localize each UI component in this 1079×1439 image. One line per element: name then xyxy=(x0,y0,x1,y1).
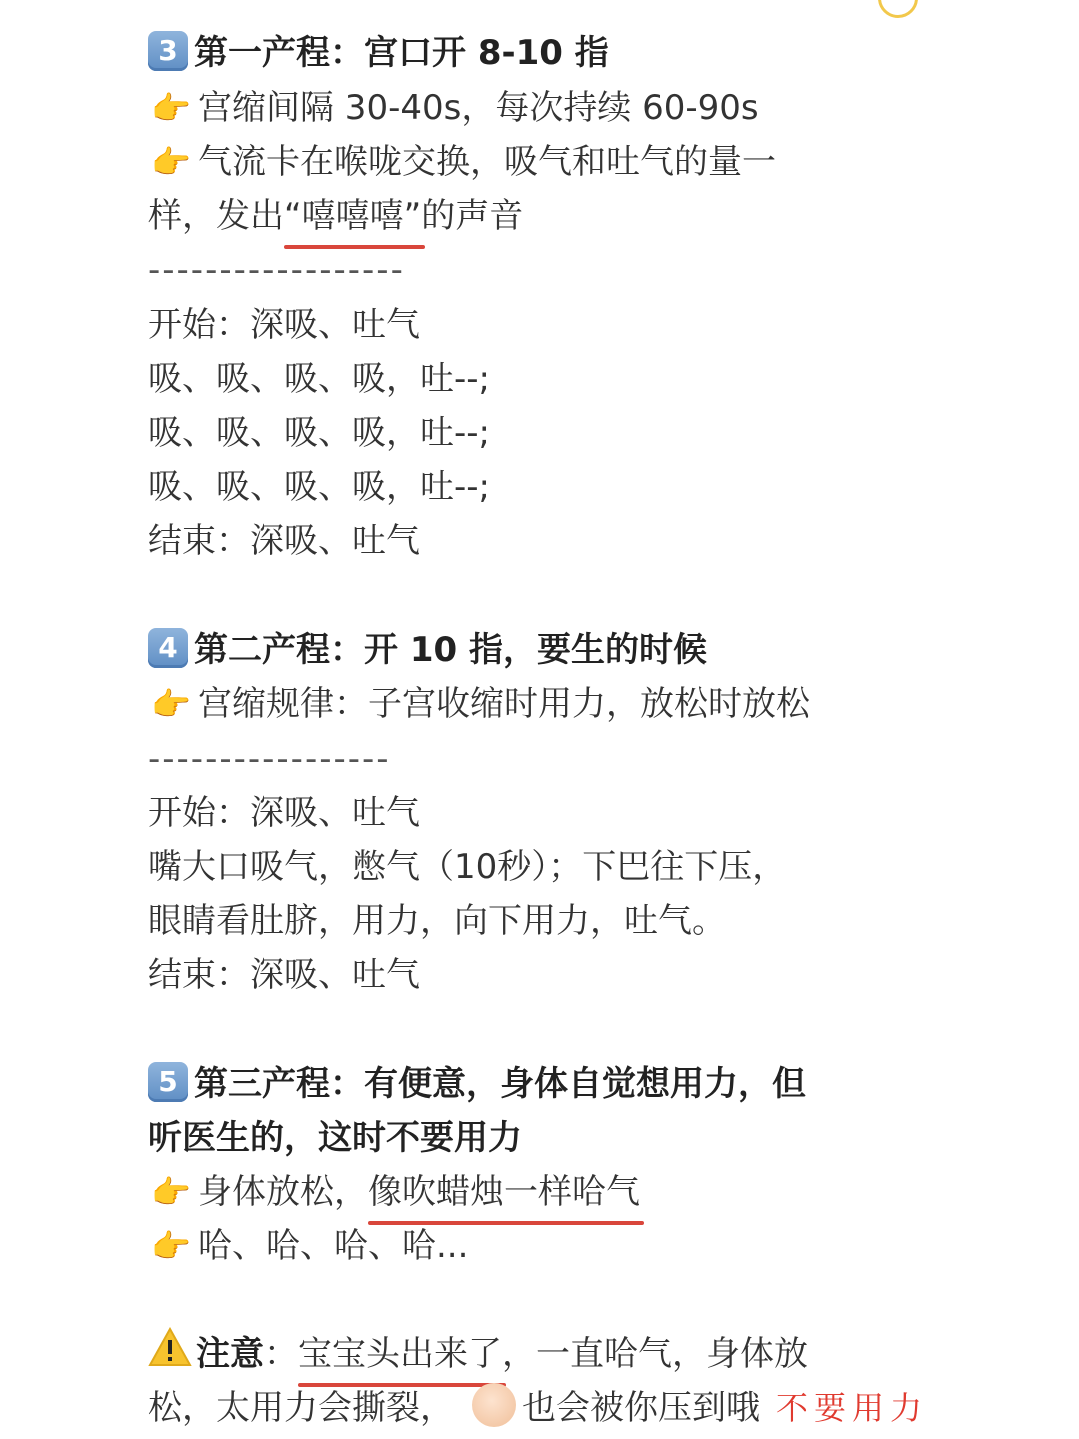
pointing-right-icon: 👉 xyxy=(151,143,191,181)
section-4-title: 4 第二产程：开 10 指，要生的时候 xyxy=(148,623,707,677)
decorative-circle-icon xyxy=(878,0,918,18)
pointing-right-icon: 👉 xyxy=(151,1227,191,1265)
section-5-bullet-1: 👉 身体放松，像吹蜡烛一样哈气 xyxy=(148,1165,640,1219)
note-label: 注意 xyxy=(196,1334,264,1374)
step-line: 眼睛看肚脐，用力，向下用力，吐气。 xyxy=(148,901,726,941)
step-line: 嘴大口吸气，憋气（10秒）；下巴往下压， xyxy=(148,847,787,887)
step-line: 开始：深吸、吐气 xyxy=(148,305,420,345)
section-3-bullet-1: 👉 宫缩间隔 30-40s，每次持续 60-90s xyxy=(148,81,759,135)
note-line-2: 松，太用力会撕裂， 也会被你压到哦 不要用力 xyxy=(148,1381,928,1435)
keycap-4-icon: 4 xyxy=(148,628,188,668)
step-line: 吸、吸、吸、吸，吐--; xyxy=(148,467,490,507)
section-5-title: 5 第三产程：有便意，身体自觉想用力，但 xyxy=(148,1057,806,1111)
pointing-right-icon: 👉 xyxy=(151,1173,191,1211)
note-line-1: 注意：宝宝头出来了，一直哈气，身体放 xyxy=(148,1327,808,1381)
section-5-title-cont: 听医生的，这时不要用力 xyxy=(148,1118,522,1158)
step-line: 吸、吸、吸、吸，吐--; xyxy=(148,413,490,453)
separator: ------------------ xyxy=(148,250,405,290)
step-line: 吸、吸、吸、吸，吐--; xyxy=(148,359,490,399)
baby-icon xyxy=(472,1383,516,1427)
step-line: 开始：深吸、吐气 xyxy=(148,793,420,833)
highlight-xixixi: “嘻嘻嘻” xyxy=(284,189,421,243)
keycap-3-icon: 3 xyxy=(148,31,188,71)
warning-icon xyxy=(148,1327,192,1367)
section-3-bullet-2: 👉 气流卡在喉咙交换，吸气和吐气的量一 xyxy=(148,135,776,189)
step-line: 结束：深吸、吐气 xyxy=(148,521,420,561)
highlight-head-out: 宝宝头出来了 xyxy=(298,1327,502,1381)
pointing-right-icon: 👉 xyxy=(151,89,191,127)
pointing-right-icon: 👉 xyxy=(151,685,191,723)
section-4-bullet-1: 👉 宫缩规律：子宫收缩时用力，放松时放松 xyxy=(148,677,810,731)
section-3-title: 3 第一产程：宫口开 8-10 指 xyxy=(148,26,609,80)
separator: ----------------- xyxy=(148,739,391,779)
section-3-bullet-2-cont: 样，发出“嘻嘻嘻”的声音 xyxy=(148,189,523,243)
step-line: 结束：深吸、吐气 xyxy=(148,955,420,995)
red-handwritten-note: 不要用力 xyxy=(776,1389,929,1427)
keycap-5-icon: 5 xyxy=(148,1062,188,1102)
section-5-bullet-2: 👉 哈、哈、哈、哈... xyxy=(148,1219,468,1273)
highlight-candle: 像吹蜡烛一样哈气 xyxy=(368,1165,640,1219)
